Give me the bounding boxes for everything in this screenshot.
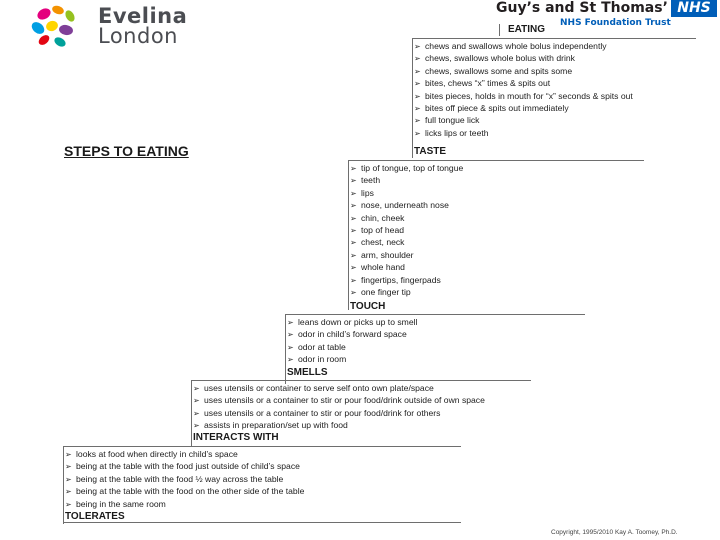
- list-item-text: bites pieces, holds in mouth for “x” seconds & spits out: [425, 90, 633, 101]
- step-label-tolerates: TOLERATES: [65, 511, 125, 522]
- arrow-bullet-icon: ➢: [65, 474, 72, 484]
- arrow-bullet-icon: ➢: [193, 396, 200, 406]
- arrow-bullet-icon: ➢: [350, 213, 357, 223]
- petal-shape: [45, 19, 60, 33]
- list-item: [350, 286, 463, 298]
- list-item-text: bites off piece & spits out immediately: [425, 102, 569, 113]
- list-item-text: fingertips, fingerpads: [361, 274, 441, 285]
- page-title: STEPS TO EATING: [64, 143, 189, 159]
- list-item-text: leans down or picks up to smell: [298, 317, 418, 327]
- step-items: [65, 448, 304, 510]
- arrow-bullet-icon: ➢: [287, 355, 294, 365]
- list-item-text: arm, shoulder: [361, 249, 414, 260]
- arrow-bullet-icon: ➢: [414, 116, 421, 126]
- arrow-bullet-icon: ➢: [350, 250, 357, 260]
- list-item: [350, 199, 463, 211]
- step-items: [350, 162, 463, 298]
- step-items: [193, 382, 485, 432]
- list-item: [287, 316, 417, 328]
- list-item-text: being at the table with the food on the other side of the table: [76, 486, 305, 497]
- list-item-text: chews, swallows some and spits some: [425, 65, 573, 76]
- arrow-bullet-icon: ➢: [414, 42, 421, 51]
- list-item: [350, 261, 463, 273]
- logo-left-line2: London: [98, 24, 178, 48]
- list-item: [65, 448, 304, 460]
- list-item: [65, 485, 304, 497]
- step-label-interacts: INTERACTS WITH: [193, 432, 279, 443]
- step-items: [414, 40, 633, 139]
- list-item: [65, 498, 304, 510]
- list-item-text: one finger tip: [361, 286, 411, 297]
- list-item-text: chews, swallows whole bolus with drink: [425, 53, 575, 64]
- list-item-text: licks lips or teeth: [425, 127, 489, 138]
- list-item-text: being at the table with the food ½ way across the table: [76, 473, 284, 484]
- list-item: [414, 65, 633, 77]
- list-item: [193, 382, 485, 394]
- arrow-bullet-icon: ➢: [350, 275, 357, 285]
- list-item: [350, 212, 463, 224]
- list-item-text: tip of tongue, top of tongue: [361, 163, 464, 173]
- arrow-bullet-icon: ➢: [414, 128, 421, 138]
- arrow-bullet-icon: ➢: [350, 188, 357, 198]
- list-item-text: being at the table with the food just outside of child’s space: [76, 461, 300, 472]
- arrow-bullet-icon: ➢: [350, 176, 357, 186]
- list-item: [193, 394, 485, 406]
- list-item-text: full tongue lick: [425, 115, 480, 126]
- copyright-text: Copyright, 1995/2010 Kay A. Toomey, Ph.D.: [551, 529, 678, 536]
- list-item-text: uses utensils or a container to stir or pour food/drink outside of own space: [204, 395, 485, 406]
- list-item-text: lips: [361, 187, 374, 198]
- logo-left-line1: Evelina: [98, 4, 188, 28]
- list-item: [350, 162, 463, 174]
- step-items: [287, 316, 417, 366]
- arrow-bullet-icon: ➢: [65, 487, 72, 497]
- arrow-bullet-icon: ➢: [287, 342, 294, 352]
- petals-icon: [30, 2, 96, 48]
- arrow-bullet-icon: ➢: [350, 201, 357, 211]
- list-item: [350, 274, 463, 286]
- list-item-text: uses utensils or container to serve self onto own plate/space: [204, 383, 434, 393]
- arrow-bullet-icon: ➢: [65, 450, 72, 459]
- arrow-bullet-icon: ➢: [193, 421, 200, 431]
- arrow-bullet-icon: ➢: [414, 79, 421, 89]
- arrow-bullet-icon: ➢: [65, 499, 72, 509]
- step-smells-items: [191, 380, 531, 446]
- arrow-bullet-icon: ➢: [414, 54, 421, 64]
- list-item: [414, 114, 633, 126]
- nhs-badge: NHS: [671, 0, 717, 17]
- list-item: [414, 52, 633, 64]
- arrow-bullet-icon: ➢: [65, 462, 72, 472]
- list-item: [350, 224, 463, 236]
- list-item-text: bites, chews “x” times & spits out: [425, 78, 551, 89]
- list-item-text: whole hand: [361, 262, 405, 273]
- step-side-line: [412, 38, 413, 158]
- list-item-text: looks at food when directly in child’s space: [76, 449, 238, 459]
- arrow-bullet-icon: ➢: [350, 238, 357, 248]
- list-item: [65, 473, 304, 485]
- list-item-text: chin, cheek: [361, 212, 405, 223]
- petal-shape: [35, 6, 52, 22]
- step-eating: [412, 38, 696, 158]
- arrow-bullet-icon: ➢: [287, 330, 294, 340]
- arrow-bullet-icon: ➢: [193, 384, 200, 393]
- trust-name: Guy’s and St Thomas’: [496, 0, 668, 16]
- list-item: [287, 341, 417, 353]
- arrow-bullet-icon: ➢: [350, 287, 357, 297]
- list-item-text: chews and swallows whole bolus independently: [425, 41, 607, 51]
- list-item-text: chest, neck: [361, 237, 405, 248]
- petal-shape: [37, 33, 51, 47]
- step-taste-items: [348, 160, 644, 310]
- list-item: [287, 353, 417, 365]
- list-item: [414, 90, 633, 102]
- list-item-text: top of head: [361, 224, 405, 235]
- arrow-bullet-icon: ➢: [414, 66, 421, 76]
- list-item: [350, 249, 463, 261]
- step-taste: [412, 146, 644, 160]
- list-item: [414, 102, 633, 114]
- step-label-smells: SMELLS: [287, 367, 328, 378]
- list-item: [350, 236, 463, 248]
- list-item-text: assists in preparation/set up with food: [204, 420, 348, 431]
- list-item: [414, 127, 633, 139]
- step-label-taste: TASTE: [414, 146, 447, 157]
- list-item-text: odor at table: [298, 341, 346, 352]
- list-item: [65, 460, 304, 472]
- arrow-bullet-icon: ➢: [350, 164, 357, 173]
- eating-label: EATING: [508, 24, 546, 35]
- list-item: [414, 40, 633, 52]
- petal-shape: [64, 9, 77, 23]
- list-item: [193, 407, 485, 419]
- step-label-touch: TOUCH: [350, 301, 386, 312]
- petal-shape: [53, 36, 67, 48]
- list-item: [414, 77, 633, 89]
- evelina-london-logo: [30, 2, 200, 48]
- list-item-text: being in the same room: [76, 498, 166, 509]
- petal-shape: [51, 4, 65, 16]
- arrow-bullet-icon: ➢: [193, 408, 200, 418]
- step-top-line: [412, 38, 696, 39]
- list-item-text: teeth: [361, 175, 381, 186]
- arrow-bullet-icon: ➢: [414, 103, 421, 113]
- eating-divider: [499, 24, 500, 36]
- list-item-text: odor in room: [298, 354, 347, 365]
- trust-subtitle: NHS Foundation Trust: [560, 18, 671, 28]
- arrow-bullet-icon: ➢: [287, 318, 294, 327]
- petal-shape: [30, 20, 47, 37]
- list-item: [350, 174, 463, 186]
- list-item-text: odor in child’s forward space: [298, 329, 407, 340]
- list-item-text: uses utensils or a container to stir or pour food/drink for others: [204, 407, 441, 418]
- arrow-bullet-icon: ➢: [414, 91, 421, 101]
- step-interacts-items: [63, 446, 461, 524]
- list-item-text: nose, underneath nose: [361, 200, 449, 211]
- arrow-bullet-icon: ➢: [350, 225, 357, 235]
- list-item: [287, 328, 417, 340]
- step-touch-items: [285, 314, 585, 384]
- petal-shape: [58, 24, 74, 36]
- list-item: [350, 187, 463, 199]
- arrow-bullet-icon: ➢: [350, 263, 357, 273]
- list-item: [193, 419, 485, 431]
